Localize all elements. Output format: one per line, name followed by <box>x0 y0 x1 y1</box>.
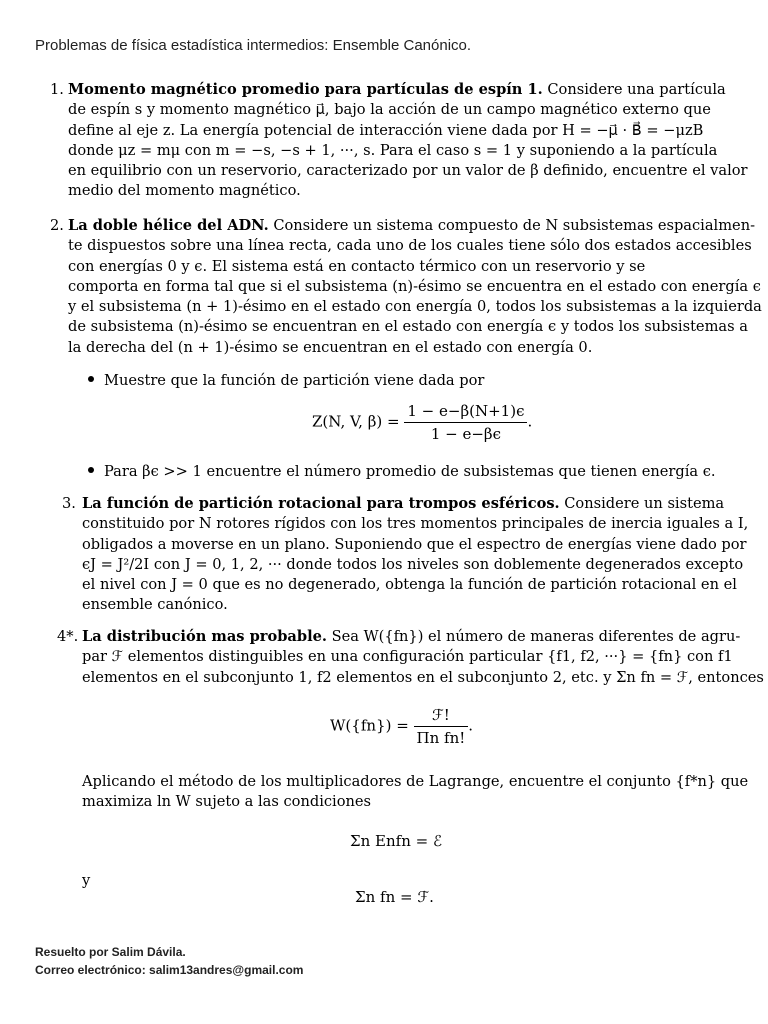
formula-numerator: ℱ! <box>414 706 469 727</box>
problem-2-line: la derecha del (n + 1)-ésimo se encuentran en el estado con energía 0. <box>68 338 593 356</box>
problem-2-bullet-2 <box>88 463 716 480</box>
problem-4-number: 4*. <box>57 628 79 645</box>
bullet-text: Para βϵ >> 1 encuentre el número promedio de subsistemas que tienen energía ϵ. <box>104 463 716 480</box>
problem-2-bullet-1 <box>88 372 484 389</box>
formula-fraction <box>414 706 469 747</box>
problem-4-text: maximiza ln W sujeto a las condiciones <box>82 793 372 811</box>
problem-3-line: obligados a moverse en un plano. Suponiendo que el espectro de energías viene dado por <box>82 535 747 553</box>
condition-total: Σn fn = ℱ. <box>355 888 434 906</box>
problem-3-number: 3. <box>62 495 76 512</box>
problem-1-title: Momento magnético promedio para partículas de espín 1. <box>68 81 543 98</box>
partition-function-formula <box>312 402 532 443</box>
problem-2-line: Considere un sistema compuesto de N subsistemas espacialmen- <box>273 217 756 234</box>
problem-3-line: ensemble canónico. <box>82 596 228 614</box>
problem-2-line: te dispuestos sobre una línea recta, cada uno de los cuales tiene sólo dos estados accesibles <box>68 237 752 255</box>
formula-end: . <box>527 412 533 431</box>
problem-2-number: 2. <box>50 217 64 234</box>
problem-3-line: constituido por N rotores rígidos con los tres momentos principales de inercia iguales a I, <box>82 515 749 533</box>
problem-1-line: define al eje z. La energía potencial de interacción viene dada por H = −μ⃗ · B⃗ = −μzB <box>68 121 704 139</box>
formula-lhs: Z(N, V, β) = <box>312 412 400 431</box>
problem-1-line: de espín s y momento magnético μ⃗, bajo la acción de un campo magnético externo que <box>68 101 711 119</box>
footer-author: Resuelto por Salim Dávila. <box>35 945 186 959</box>
formula-lhs: W({fn}) = <box>330 716 409 735</box>
w-formula <box>330 706 473 747</box>
problem-1-line: medio del momento magnético. <box>68 182 301 200</box>
problem-2-line: de subsistema (n)-ésimo se encuentran en el estado con energía ϵ y todos los subsistemas a <box>68 318 748 336</box>
problem-4-line: Sea W({fn}) el número de maneras diferentes de agru- <box>331 628 741 645</box>
problem-2-line: con energías 0 y ϵ. El sistema está en contacto térmico con un reservorio y se <box>68 257 646 275</box>
bullet-dot <box>88 467 94 473</box>
problem-4-line: elementos en el subconjunto 1, f2 elementos en el subconjunto 2, etc. y Σn fn = ℱ, entonces <box>82 668 764 686</box>
problem-2-line: y el subsistema (n + 1)-ésimo en el estado con energía 0, todos los subsistemas a la izquierda <box>68 298 762 316</box>
problem-1-line: Considere una partícula <box>547 81 726 98</box>
problem-3-title: La función de partición rotacional para trompos esféricos. <box>82 495 560 512</box>
formula-denominator: Πn fn! <box>416 729 466 747</box>
problem-2-title: La doble hélice del ADN. <box>68 217 269 234</box>
problem-2-line: comporta en forma tal que si el subsistema (n)-ésimo se encuentra en el estado con energía ϵ <box>68 277 761 295</box>
problem-3-line: ϵJ = J²/2I con J = 0, 1, 2, ··· donde todos los niveles son doblemente degenerados excepto <box>82 555 744 573</box>
formula-end: . <box>468 716 474 735</box>
problem-3-line: el nivel con J = 0 que es no degenerado, obtenga la función de partición rotacional en el <box>82 576 737 594</box>
problem-4-title: La distribución mas probable. <box>82 628 328 645</box>
problem-1-number: 1. <box>50 81 64 98</box>
problem-3-line: Considere un sistema <box>564 495 725 512</box>
page-header: Problemas de física estadística intermedios: Ensemble Canónico. <box>35 37 472 54</box>
conjunction-y: y <box>82 872 91 889</box>
problem-4-text: Aplicando el método de los multiplicadores de Lagrange, encuentre el conjunto {f*n} que <box>82 773 749 790</box>
formula-fraction <box>404 402 527 443</box>
footer-email: Correo electrónico: salim13andres@gmail.com <box>35 963 304 977</box>
formula-numerator: 1 − e−β(N+1)ϵ <box>404 402 527 423</box>
bullet-text: Muestre que la función de partición viene dada por <box>104 372 485 389</box>
problem-1-line: en equilibrio con un reservorio, caracterizado por un valor de β definido, encuentre el valor <box>68 162 748 180</box>
problem-4-line: par ℱ elementos distinguibles en una configuración particular {f1, f2, ···} = {fn} con f1 <box>82 648 733 666</box>
bullet-dot <box>88 376 94 382</box>
condition-energy: Σn Enfn = ℰ <box>350 832 443 850</box>
problem-1-line: donde μz = mμ con m = −s, −s + 1, ···, s. Para el caso s = 1 y suponiendo a la partícula <box>68 141 718 159</box>
formula-denominator: 1 − e−βϵ <box>430 425 502 443</box>
